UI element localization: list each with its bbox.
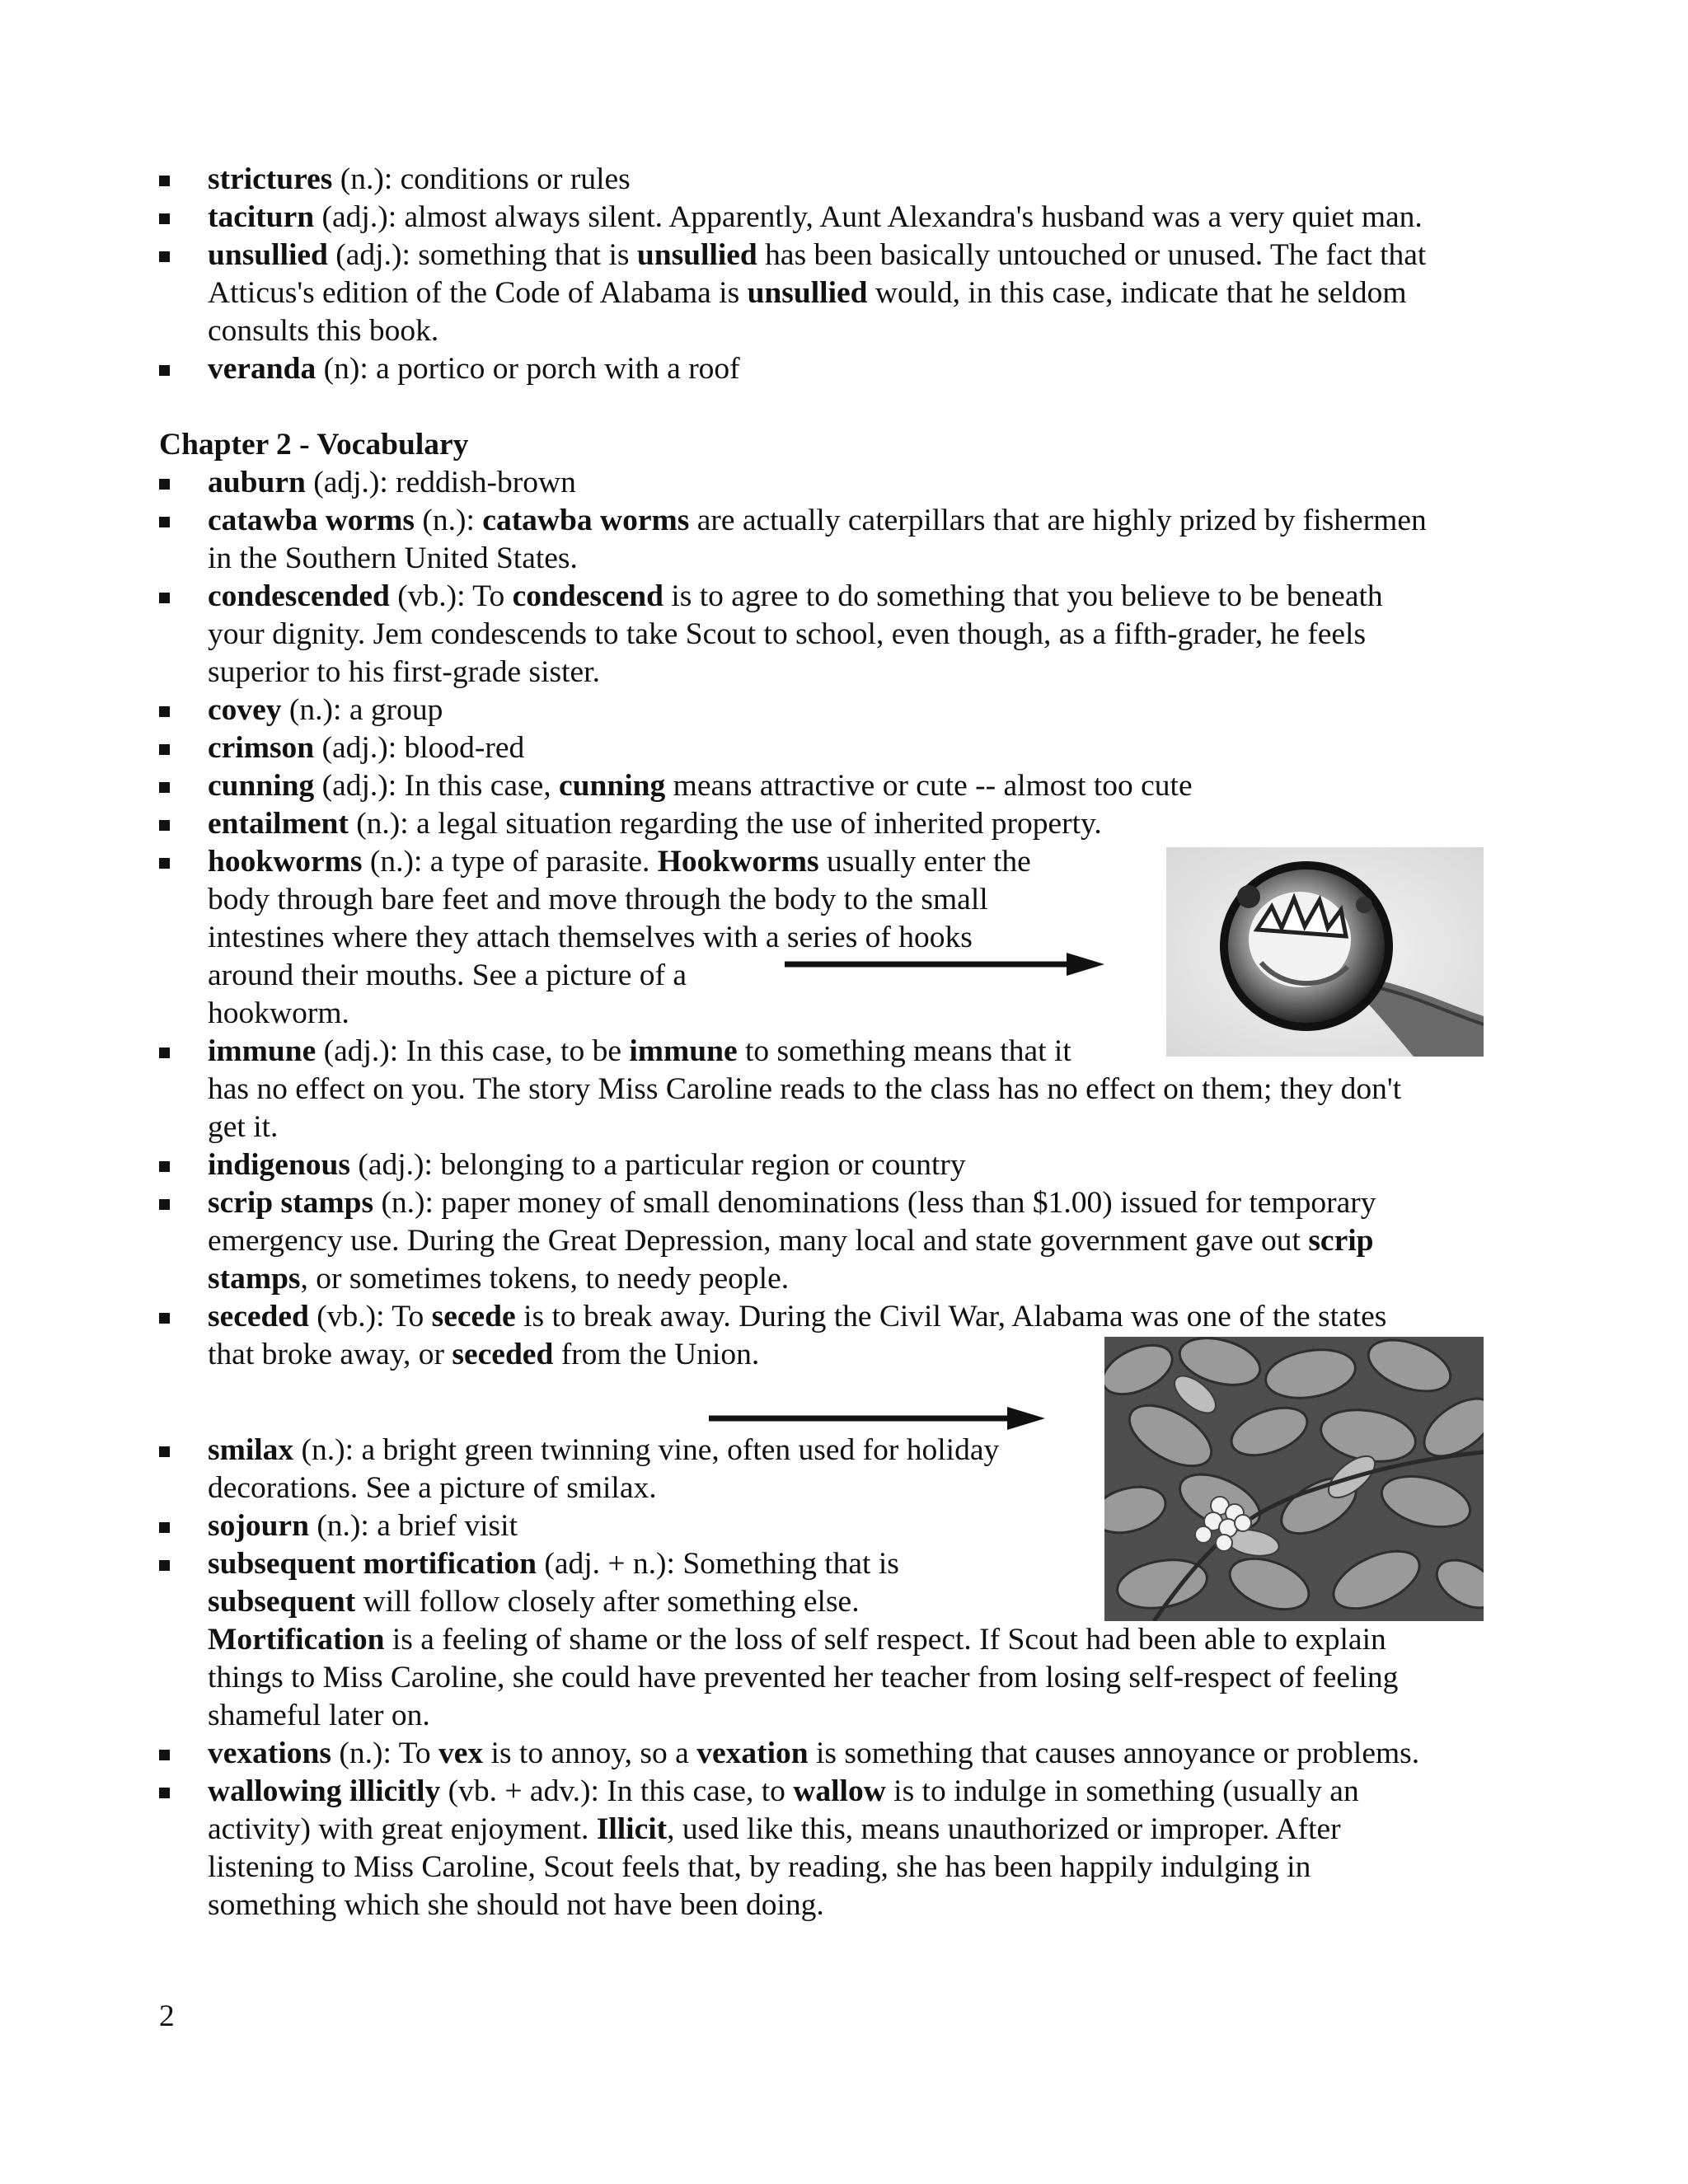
vocab-entry-continuation (208, 919, 973, 957)
text-run: (vb. + adv.): In this case, to (440, 1774, 794, 1808)
vocab-entry-continuation (208, 1659, 1398, 1697)
vocab-entry-continuation (208, 312, 438, 350)
vocab-entry-continuation (208, 1621, 1386, 1659)
term-bold: wallowing illicitly (208, 1774, 441, 1808)
text-run: from the Union. (553, 1338, 760, 1371)
vocab-entry-continuation (208, 957, 687, 995)
text-run: body through bare feet and move through the body to the small (208, 883, 988, 916)
text-run: listening to Miss Caroline, Scout feels that, by reading, she has been happily indulging in (208, 1850, 1311, 1884)
bullet-icon (159, 858, 170, 869)
vocab-entry (208, 1507, 518, 1545)
bullet-icon (159, 251, 170, 262)
vocab-entry (208, 691, 443, 729)
text-run: to something means that it (737, 1034, 1071, 1068)
bullet-icon (159, 744, 170, 755)
term-bold: Hookworms (657, 845, 819, 879)
vocab-entry (208, 237, 1426, 274)
term-bold: unsullied (747, 276, 868, 310)
vocab-entry-continuation (208, 1336, 759, 1374)
term-bold: auburn (208, 466, 306, 499)
vocab-entry (208, 767, 1193, 805)
term-bold: vex (438, 1736, 484, 1770)
text-run: means attractive or cute -- almost too cute (665, 769, 1193, 803)
text-run: is to annoy, so a (483, 1736, 697, 1770)
vocab-entry (208, 805, 1102, 843)
term-bold: strictures (208, 162, 333, 196)
term-bold: subsequent (208, 1585, 356, 1619)
vocab-entry-continuation (208, 1811, 1341, 1849)
term-bold: seceded (208, 1300, 309, 1333)
bullet-icon (159, 213, 170, 224)
vocab-entry (208, 464, 576, 502)
text-run: (vb.): To (308, 1300, 432, 1333)
text-run: is to agree to do something that you believe to be beneath (663, 579, 1383, 613)
vocab-entry-continuation (208, 1583, 860, 1621)
bullet-icon (159, 706, 170, 717)
text-run: , used like this, means unauthorized or improper. After (667, 1812, 1341, 1846)
vocab-entry (208, 1146, 966, 1184)
vocab-entry (208, 502, 1427, 540)
text-run: that broke away, or (208, 1338, 452, 1371)
text-run: is a feeling of shame or the loss of self respect. If Scout had been able to explain (384, 1623, 1386, 1657)
vocab-entry (208, 350, 740, 388)
term-bold: crimson (208, 731, 315, 765)
term-bold: immune (208, 1034, 316, 1068)
bullet-icon (159, 820, 170, 831)
term-bold: veranda (208, 352, 316, 386)
term-bold: unsullied (208, 238, 328, 272)
arrow-right-icon (709, 1404, 1047, 1433)
text-run: Atticus's edition of the Code of Alabama is (208, 276, 748, 310)
term-bold: smilax (208, 1433, 294, 1467)
text-run: things to Miss Caroline, she could have prevented her teacher from losing self-respect of feeling (208, 1661, 1399, 1694)
bullet-icon (159, 782, 170, 793)
bullet-icon (159, 1560, 170, 1571)
text-run: (n.): a legal situation regarding the use of inherited property. (348, 807, 1102, 841)
term-bold: secede (431, 1300, 516, 1333)
vocab-entry-continuation (208, 1108, 278, 1146)
term-bold: sojourn (208, 1509, 309, 1543)
text-run: consults this book. (208, 314, 439, 348)
section-heading: Chapter 2 - Vocabulary (159, 428, 469, 462)
bullet-icon (159, 365, 170, 376)
bullet-icon (159, 1199, 170, 1210)
text-run: will follow closely after something else. (355, 1585, 860, 1619)
bullet-icon (159, 1788, 170, 1798)
text-run: (adj.): belonging to a particular region or country (350, 1148, 966, 1182)
term-bold: catawba worms (208, 504, 415, 537)
vocab-entry-continuation (208, 995, 349, 1033)
text-run: (adj.): In this case, (314, 769, 560, 803)
vocab-entry-continuation (208, 1469, 657, 1507)
text-run: (adj.): In this case, to be (316, 1034, 630, 1068)
vocab-entry-continuation (208, 1260, 789, 1298)
term-bold: vexation (696, 1736, 809, 1770)
text-run: (n.): (415, 504, 483, 537)
vocab-entry (208, 1432, 999, 1469)
bullet-icon (159, 1446, 170, 1457)
vocab-entry-continuation (208, 1697, 430, 1735)
term-bold: indigenous (208, 1148, 350, 1182)
term-bold: covey (208, 693, 282, 727)
text-run: get it. (208, 1110, 279, 1144)
vocab-entry (208, 1184, 1376, 1222)
text-run: has been basically untouched or unused. The fact that (757, 238, 1427, 272)
vocab-entry (208, 1735, 1419, 1773)
term-bold: condescended (208, 579, 390, 613)
text-run: (adj.): blood-red (314, 731, 525, 765)
term-bold: unsullied (636, 238, 757, 272)
term-bold: Mortification (208, 1623, 385, 1657)
vocab-entry (208, 1773, 1359, 1811)
vocab-entry (208, 1033, 1071, 1071)
vocab-entry (208, 161, 631, 199)
term-bold: immune (629, 1034, 738, 1068)
term-bold: subsequent mortification (208, 1547, 537, 1581)
text-run: (n.): paper money of small denominations (less than $1.00) issued for temporary (373, 1186, 1376, 1220)
term-bold: wallow (793, 1774, 886, 1808)
vocab-entry-continuation (208, 1886, 824, 1924)
term-bold: hookworms (208, 845, 363, 879)
text-run: (n.): a brief visit (308, 1509, 518, 1543)
text-run: (n.): a type of parasite. (362, 845, 658, 879)
smilax-image (1104, 1337, 1484, 1621)
vocab-entry (208, 1545, 899, 1583)
text-run: (n.): a group (281, 693, 443, 727)
text-run: (adj. + n.): Something that is (536, 1547, 899, 1581)
text-run: in the Southern United States. (208, 541, 578, 575)
text-run: shameful later on. (208, 1699, 430, 1732)
vocab-entry-continuation (208, 540, 578, 578)
vocab-entry-continuation (208, 616, 1366, 654)
text-run: (adj.): something that is (327, 238, 637, 272)
text-run: something which she should not have been doing. (208, 1888, 824, 1922)
text-run: (n.): a bright green twinning vine, often used for holiday (293, 1433, 1000, 1467)
bullet-icon (159, 479, 170, 490)
bullet-icon (159, 1522, 170, 1533)
vocab-entry (208, 578, 1383, 616)
text-run: (n.): To (331, 1736, 439, 1770)
term-bold: stamps (208, 1262, 301, 1296)
vocab-entry (208, 843, 1031, 881)
vocab-entry (208, 729, 524, 767)
term-bold: scrip stamps (208, 1186, 374, 1220)
text-run: hookworm. (208, 996, 349, 1030)
text-run: are actually caterpillars that are highly prized by fishermen (689, 504, 1427, 537)
text-run: decorations. See a picture of smilax. (208, 1471, 657, 1505)
text-run: superior to his first-grade sister. (208, 655, 600, 689)
text-run: (vb.): To (389, 579, 513, 613)
text-run: has no effect on you. The story Miss Caroline reads to the class has no effect on them; they don't (208, 1072, 1402, 1106)
vocab-entry-continuation (208, 1222, 1374, 1260)
text-run: (n.): conditions or rules (332, 162, 631, 196)
vocab-entry-continuation (208, 274, 1407, 312)
text-run: is to break away. During the Civil War, Alabama was one of the states (515, 1300, 1387, 1333)
vocab-entry-continuation (208, 654, 600, 691)
text-run: around their mouths. See a picture of a (208, 958, 687, 992)
text-run: activity) with great enjoyment. (208, 1812, 597, 1846)
vocab-entry-continuation (208, 1071, 1401, 1108)
text-run: your dignity. Jem condescends to take Scout to school, even though, as a fifth-grader, he feels (208, 617, 1367, 651)
term-bold: cunning (559, 769, 666, 803)
term-bold: catawba worms (482, 504, 690, 537)
text-run: would, in this case, indicate that he seldom (867, 276, 1407, 310)
vocab-entry (208, 1298, 1386, 1336)
bullet-icon (159, 517, 170, 527)
term-bold: condescend (512, 579, 663, 613)
term-bold: scrip (1308, 1224, 1374, 1258)
text-run: intestines where they attach themselves with a series of hooks (208, 921, 973, 954)
bullet-icon (159, 1161, 170, 1172)
text-run: is to indulge in something (usually an (885, 1774, 1359, 1808)
hookworm-image (1166, 847, 1484, 1057)
text-run: , or sometimes tokens, to needy people. (300, 1262, 790, 1296)
vocab-entry-continuation (208, 881, 988, 919)
term-bold: taciturn (208, 200, 315, 234)
text-run: is something that causes annoyance or problems. (808, 1736, 1420, 1770)
bullet-icon (159, 1750, 170, 1760)
vocab-entry (208, 199, 1423, 237)
term-bold: seceded (452, 1338, 554, 1371)
term-bold: Illicit (596, 1812, 668, 1846)
term-bold: entailment (208, 807, 349, 841)
text-run: (n): a portico or porch with a roof (316, 352, 740, 386)
text-run: emergency use. During the Great Depression, many local and state government gave out (208, 1224, 1309, 1258)
term-bold: cunning (208, 769, 315, 803)
bullet-icon (159, 1313, 170, 1324)
bullet-icon (159, 176, 170, 186)
bullet-icon (159, 1047, 170, 1058)
text-run: (adj.): almost always silent. Apparently, Aunt Alexandra's husband was a very quiet man. (314, 200, 1423, 234)
vocab-entry-continuation (208, 1849, 1311, 1886)
text-run: usually enter the (818, 845, 1031, 879)
text-run: (adj.): reddish-brown (305, 466, 576, 499)
bullet-icon (159, 593, 170, 603)
term-bold: vexations (208, 1736, 331, 1770)
page-number: 2 (159, 1999, 175, 2033)
